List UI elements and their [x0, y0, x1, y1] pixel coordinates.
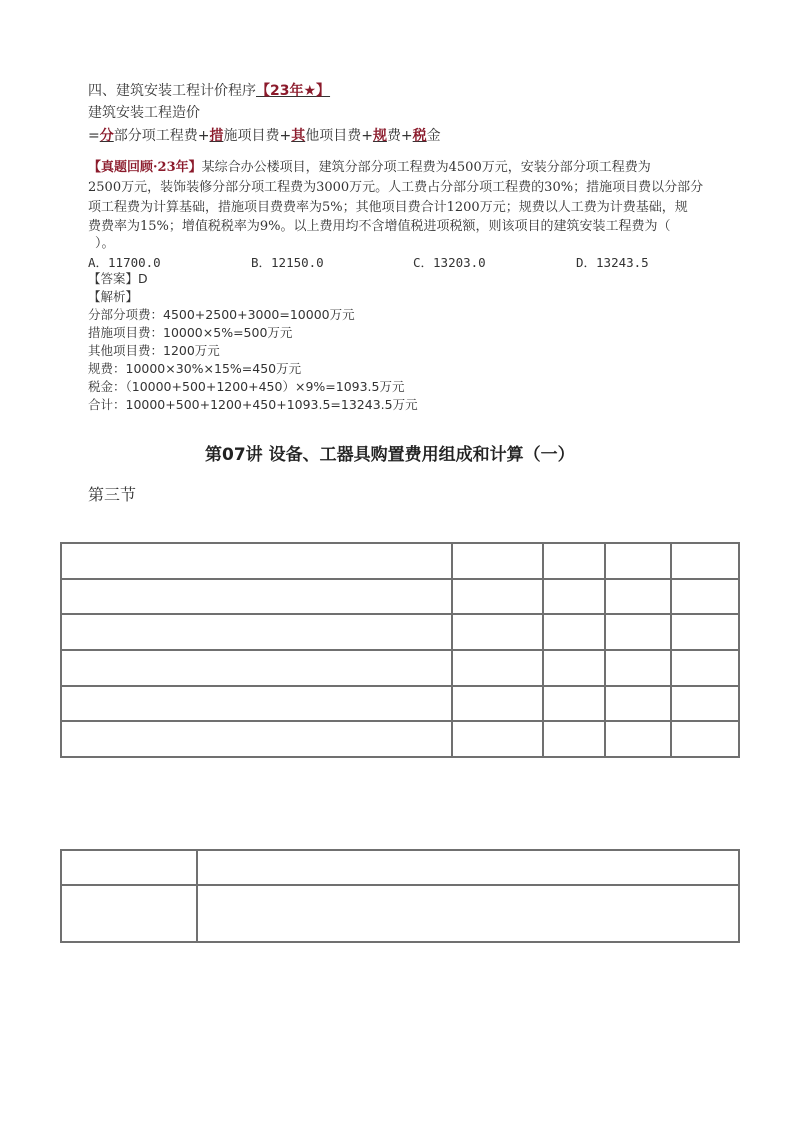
answer-label: 【答案】D [88, 271, 148, 286]
analysis-step: 其他项目费：1200万元 [88, 343, 220, 358]
table-cell [452, 650, 543, 686]
formula-text: 金 [426, 128, 441, 144]
formula-text: 费+ [386, 128, 413, 144]
table-cell [61, 579, 452, 615]
table-cell [197, 850, 739, 885]
table-cell [543, 543, 606, 579]
table-cell [671, 579, 739, 615]
section-heading-tag: 【23年★】 [256, 83, 331, 99]
table-cell [671, 614, 739, 650]
table-cell [671, 721, 739, 757]
table-cell [543, 579, 606, 615]
question-line-1: 【真题回顾·23年】某综合办公楼项目，建筑分部分项工程费为4500万元，安装分部分项工程费为 [88, 160, 651, 175]
table-cell [543, 721, 606, 757]
formula-highlight: 税 [412, 128, 427, 144]
table-cell [61, 885, 197, 942]
table-cell [452, 543, 543, 579]
table-cell [452, 721, 543, 757]
table-cell [452, 614, 543, 650]
table-cell [61, 650, 452, 686]
table-cell [605, 543, 671, 579]
formula-text: 部分项工程费+ [113, 128, 210, 144]
analysis-step: 规费：10000×30%×15%=450万元 [88, 361, 302, 376]
question-line-2: 2500万元，装饰装修分部分项工程费为3000万元。人工费占分部分项工程费的30%；措施项目费以分部分 [88, 180, 704, 195]
table-cell [197, 885, 739, 942]
option-a: A．11700.0 [88, 255, 161, 270]
empty-table-2 [60, 849, 740, 943]
table-cell [452, 686, 543, 722]
table-cell [543, 614, 606, 650]
formula-highlight: 措 [209, 128, 224, 144]
table-cell [671, 543, 739, 579]
formula-highlight: 其 [291, 128, 306, 144]
formula-text: 他项目费+ [305, 128, 373, 144]
table-cell [605, 686, 671, 722]
table-cell [452, 579, 543, 615]
question-line-5: ）。 [95, 236, 115, 251]
analysis-step: 分部分项费：4500+2500+3000=10000万元 [88, 307, 355, 322]
table-cell [605, 579, 671, 615]
section-heading-text: 四、建筑安装工程计价程序 [88, 83, 256, 99]
table-cell [605, 614, 671, 650]
question-line-3: 项工程费为计算基础，措施项目费费率为5%；其他项目费合计1200万元；规费以人工费为计费基础，规 [88, 200, 688, 215]
analysis-step: 税金：（10000+500+1200+450）×9%=1093.5万元 [88, 379, 405, 394]
analysis-step: 措施项目费：10000×5%=500万元 [88, 325, 293, 340]
formula-highlight: 分 [99, 128, 114, 144]
question-line-4: 费费率为15%；增值税税率为9%。以上费用均不含增值税进项税额，则该项目的建筑安装工程费为（ [88, 219, 671, 234]
table-cell [61, 721, 452, 757]
table-cell [671, 686, 739, 722]
cost-formula [88, 125, 441, 145]
option-d: D．13243.5 [576, 255, 649, 270]
table-cell [671, 650, 739, 686]
lecture-title: 第07讲 设备、工器具购置费用组成和计算（一） [205, 445, 575, 465]
table-cell [61, 850, 197, 885]
table-cell [543, 686, 606, 722]
table-cell [605, 650, 671, 686]
section-subheading: 建筑安装工程造价 [88, 105, 200, 121]
option-b: B．12150.0 [251, 255, 324, 270]
table-cell [61, 686, 452, 722]
analysis-step: 合计：10000+500+1200+450+1093.5=13243.5万元 [88, 397, 418, 412]
section-heading [88, 80, 330, 100]
table-cell [61, 543, 452, 579]
table-cell [543, 650, 606, 686]
analysis-label: 【解析】 [88, 289, 139, 304]
formula-highlight: 规 [372, 128, 387, 144]
formula-text: 施项目费+ [223, 128, 292, 144]
option-c: C．13203.0 [413, 255, 486, 270]
question-tag: 【真题回顾·23年】 [88, 160, 202, 175]
table-cell [605, 721, 671, 757]
section-label: 第三节 [88, 485, 137, 504]
formula-text: = [88, 128, 100, 144]
table-cell [61, 614, 452, 650]
empty-table-1 [60, 542, 740, 758]
